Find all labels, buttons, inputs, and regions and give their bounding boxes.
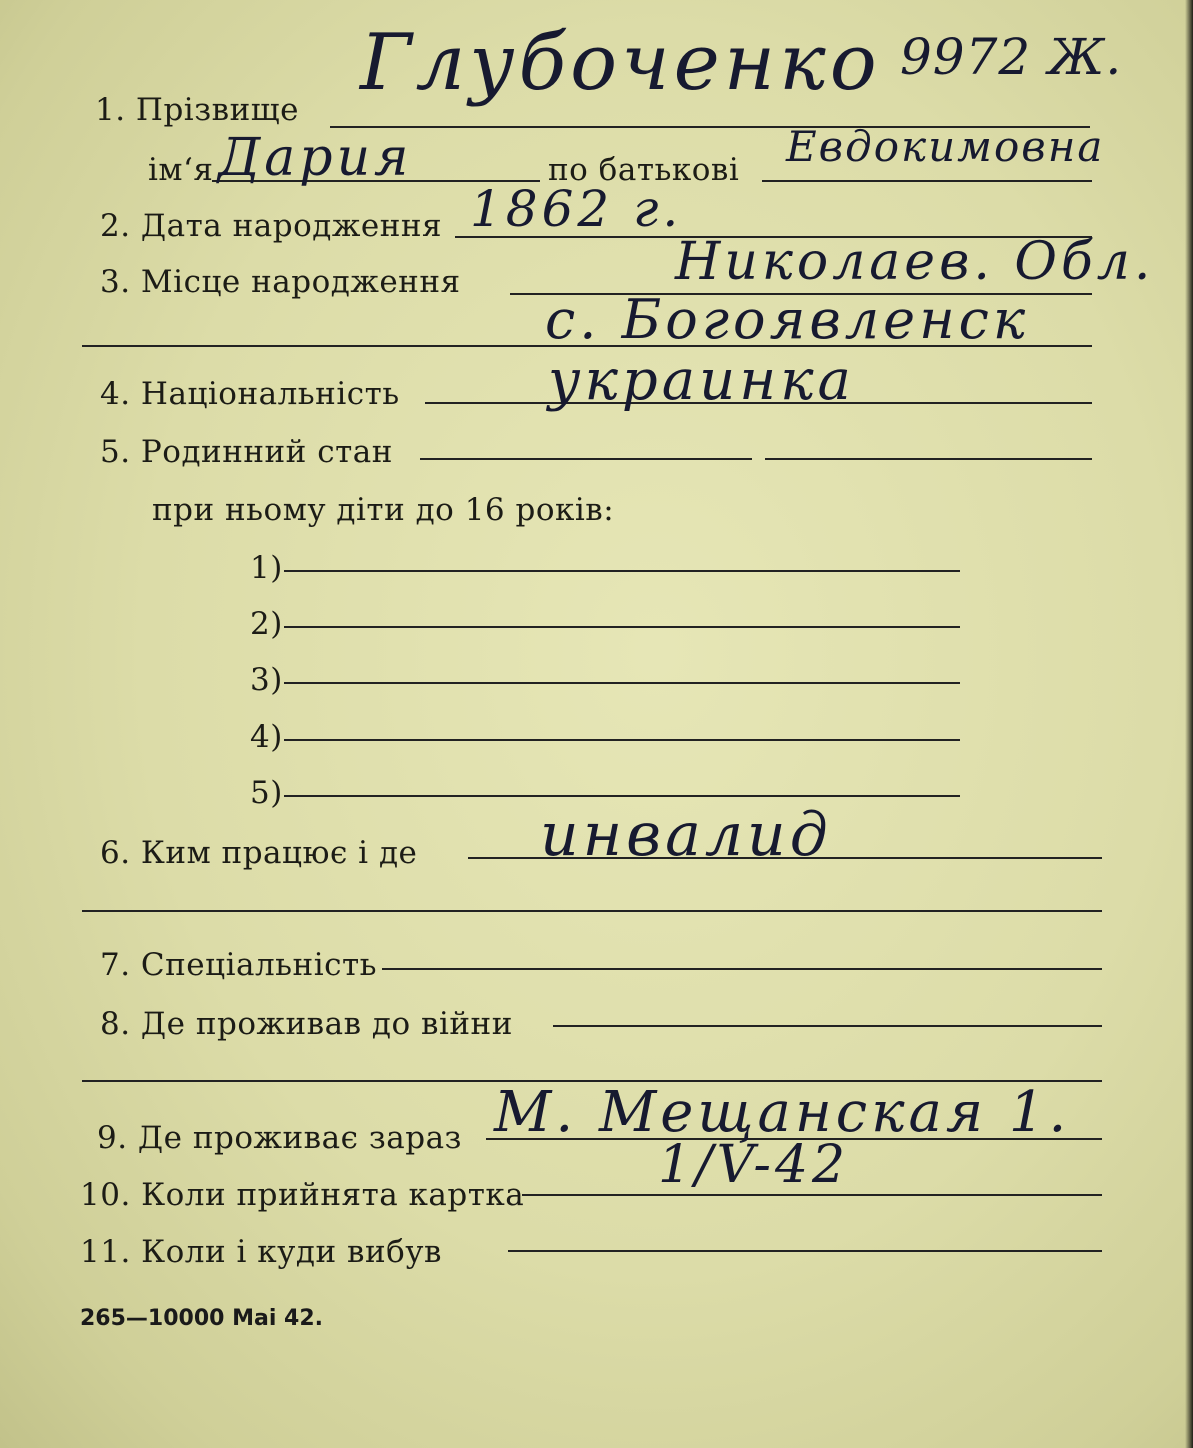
card-accepted-handwritten: 1/V-42: [658, 1135, 850, 1195]
child-4-label: 4): [250, 719, 283, 755]
child-5-label: 5): [250, 775, 283, 811]
marital-status-line-1: [420, 458, 752, 460]
birth-date-handwritten: 1862 г.: [470, 180, 683, 238]
occupation-label: 6. Ким працює і де: [100, 835, 418, 871]
birth-place-label: 3. Місце народження: [100, 264, 461, 300]
child-3-line: [284, 682, 960, 684]
first-name-label: ім‘я: [148, 152, 214, 188]
occupation-line-2: [82, 910, 1102, 912]
marital-status-line-2: [765, 458, 1092, 460]
child-2-label: 2): [250, 606, 283, 642]
child-2-line: [284, 626, 960, 628]
current-residence-handwritten: М. Мещанская 1.: [494, 1080, 1071, 1145]
child-5-line: [284, 795, 960, 797]
departure-line: [508, 1250, 1102, 1252]
current-residence-label: 9. Де проживає зараз: [97, 1120, 462, 1156]
child-1-label: 1): [250, 550, 283, 586]
child-1-line: [284, 570, 960, 572]
card-accepted-label: 10. Коли прийнята картка: [80, 1177, 525, 1213]
occupation-handwritten: инвалид: [540, 800, 832, 870]
print-mark: 265—10000 Mai 42.: [80, 1306, 324, 1331]
specialty-line: [382, 968, 1102, 970]
nationality-label: 4. Національність: [100, 376, 400, 412]
patronymic-line: [762, 180, 1092, 182]
surname-label: 1. Прізвище: [95, 92, 299, 128]
card-number-handwritten: 9972 Ж.: [900, 28, 1123, 86]
prewar-residence-label: 8. Де проживав до війни: [100, 1006, 513, 1042]
birth-place-handwritten-1: Николаев. Обл.: [675, 232, 1155, 292]
child-3-label: 3): [250, 662, 283, 698]
children-label: при ньому діти до 16 років:: [152, 492, 615, 528]
patronymic-handwritten: Евдокимовна: [786, 122, 1105, 171]
marital-status-label: 5. Родинний стан: [100, 434, 393, 470]
specialty-label: 7. Спеціальність: [100, 947, 378, 983]
birth-date-label: 2. Дата народження: [100, 208, 443, 244]
nationality-handwritten: украинка: [548, 348, 855, 413]
departure-label: 11. Коли і куди вибув: [80, 1234, 442, 1270]
surname-handwritten: Глубоченко: [360, 18, 881, 108]
prewar-residence-line: [553, 1025, 1102, 1027]
child-4-line: [284, 739, 960, 741]
first-name-handwritten: Дария: [218, 128, 413, 188]
patronymic-label: по батькові: [548, 152, 740, 188]
birth-place-handwritten-2: с. Богоявленск: [545, 288, 1030, 351]
